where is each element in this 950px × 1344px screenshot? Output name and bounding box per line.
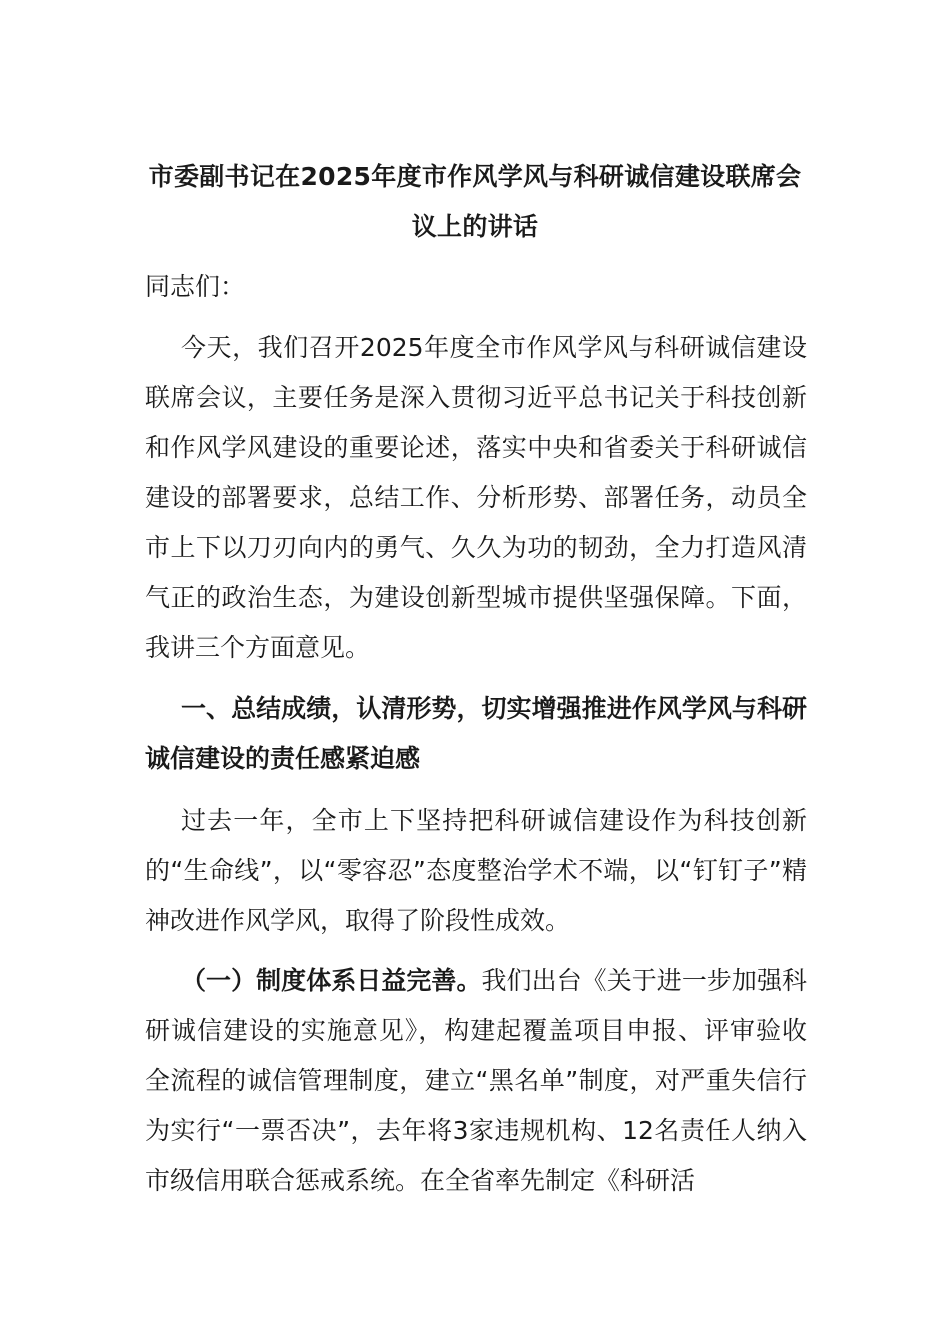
item-1-paragraph <box>145 956 807 1206</box>
intro-paragraph: 今天，我们召开2025年度全市作风学风与科研诚信建设联席会议，主要任务是深入贯彻习近平总书记关于科技创新和作风学风建设的重要论述，落实中央和省委关于科研诚信建设的部署要求，总结工作、分析形势、部署任务，动员全市上下以刀刃向内的勇气、久久为功的韧劲，全力打造风清气正的政治生态，为建设创新型城市提供坚强保障。下面，我讲三个方面意见。 <box>145 333 807 662</box>
item-1-lead: （一）制度体系日益完善。 <box>181 966 482 995</box>
section-heading-1: 一、总结成绩，认清形势，切实增强推进作风学风与科研诚信建设的责任感紧迫感 <box>145 694 807 773</box>
salutation: 同志们： <box>145 272 246 301</box>
section-1-intro-paragraph: 过去一年，全市上下坚持把科研诚信建设作为科技创新的“生命线”，以“零容忍”态度整治学术不端，以“钉钉子”精神改进作风学风，取得了阶段性成效。 <box>145 806 807 935</box>
item-1-body: 我们出台《关于进一步加强科研诚信建设的实施意见》，构建起覆盖项目申报、评审验收全流程的诚信管理制度，建立“黑名单”制度，对严重失信行为实行“一票否决”，去年将3家违规机构、12名责任人纳入市级信用联合惩戒系统。在全省率先制定《科研活 <box>145 966 807 1195</box>
document-title: 市委副书记在2025年度市作风学风与科研诚信建设联席会议上的讲话 <box>148 162 802 241</box>
